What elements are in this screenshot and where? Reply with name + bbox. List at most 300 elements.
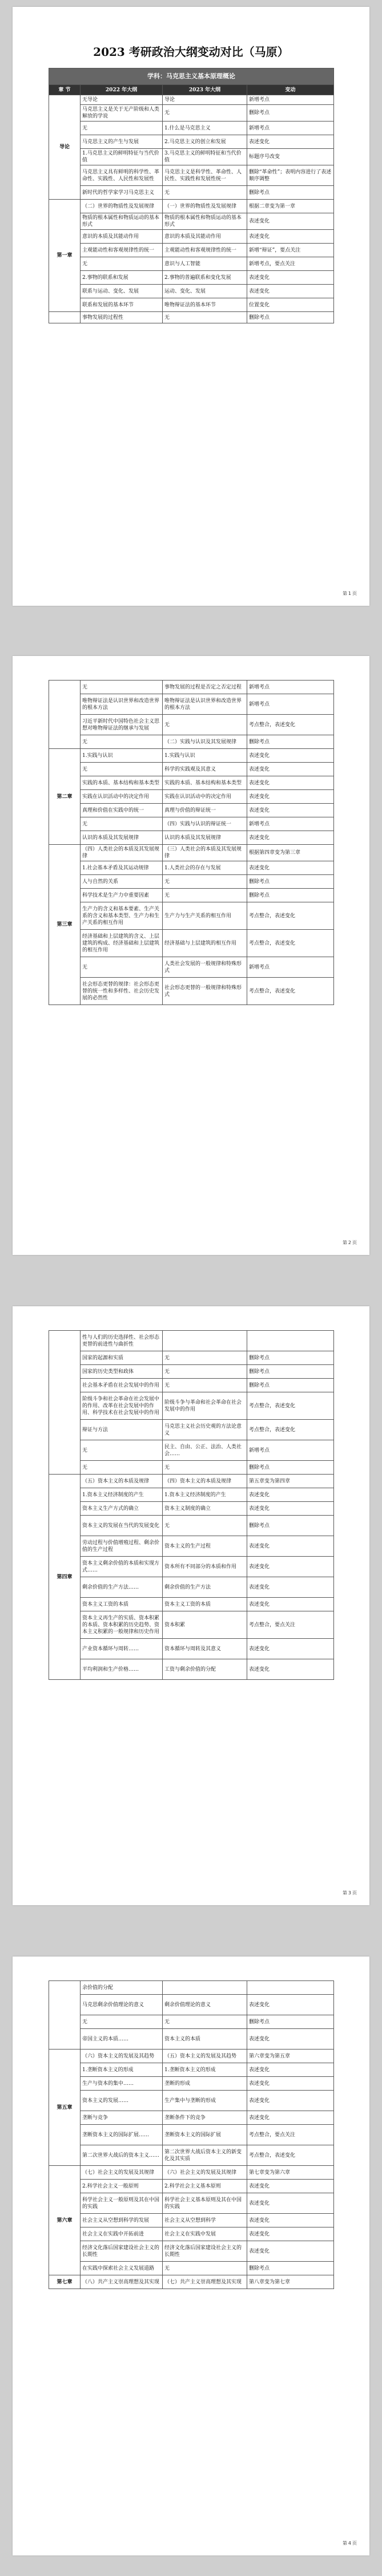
outline-2023-cell: 资本主义制度的确立 bbox=[163, 1502, 247, 1516]
outline-2022-cell: 资本主义剩余价值的本质和实现方式…… bbox=[81, 1557, 163, 1577]
outline-2022-cell: 社会主义从空想到科学的发展 bbox=[81, 2214, 163, 2227]
outline-2022-cell: 1.实践与认识 bbox=[81, 749, 163, 763]
outline-2022-cell: （八）共产主义崇高理想及其实现 bbox=[81, 2275, 163, 2289]
change-cell: 新增考点 bbox=[247, 681, 334, 694]
outline-2022-cell: （七）社会主义的发展及其规律 bbox=[81, 2166, 163, 2180]
outline-2022-cell: 无 bbox=[81, 2015, 163, 2029]
page-1 bbox=[13, 7, 369, 606]
outline-2023-cell: 资本所有不同部分的本质和作用 bbox=[163, 1557, 247, 1577]
outline-2023-cell: 事物发展的过程是否定之否定过程 bbox=[163, 681, 247, 694]
change-cell: 删除考点 bbox=[247, 186, 334, 200]
outline-2022-cell: 无 bbox=[81, 121, 163, 135]
outline-2022-cell: （二）世界的物质性及发展规律 bbox=[81, 200, 163, 213]
table-row bbox=[49, 2063, 334, 2077]
change-cell: 表述变化 bbox=[247, 2227, 334, 2241]
change-cell: 考点整合，表述变化 bbox=[247, 1420, 334, 1440]
outline-2023-cell: 意识与人工智能 bbox=[163, 257, 247, 271]
chapter-cell bbox=[49, 1981, 81, 2050]
outline-2023-cell: 意识的本质及其能动作用 bbox=[163, 230, 247, 244]
change-cell: 考点整合，表述变化 bbox=[247, 2145, 334, 2166]
outline-2022-cell: 剩余价值的生产方法…… bbox=[81, 1577, 163, 1598]
table-row bbox=[49, 2029, 334, 2050]
outline-2023-cell: 无 bbox=[163, 1379, 247, 1392]
table-row bbox=[49, 749, 334, 763]
outline-2022-cell: 人与自然的关系 bbox=[81, 875, 163, 889]
table-row bbox=[49, 1440, 334, 1461]
table-row bbox=[49, 845, 334, 861]
outline-2023-cell: 物质的根本属性和物质运动的基本形式 bbox=[163, 213, 247, 230]
outline-2023-cell: 无 bbox=[163, 1365, 247, 1379]
outline-2022-cell: 事物发展的过程性 bbox=[81, 312, 163, 323]
chapter-cell: 第四章 bbox=[49, 1475, 81, 1680]
outline-2022-cell: 1.资本主义经济制度的产生 bbox=[81, 1488, 163, 1502]
outline-2022-cell: 科学技术是生产力中重要因素 bbox=[81, 889, 163, 902]
change-cell: 考点整合，要点关注 bbox=[247, 2125, 334, 2145]
table-row bbox=[49, 1502, 334, 1516]
outline-2022-cell: 1.马克思主义的鲜明特征与当代价值 bbox=[81, 149, 163, 165]
table-row bbox=[49, 95, 334, 105]
outline-2022-cell: 科学社会主义一般原则及其在中国的实践 bbox=[81, 2193, 163, 2214]
outline-2022-cell: 联系和发展的基本环节 bbox=[81, 298, 163, 312]
change-cell: 表述变化 bbox=[247, 804, 334, 817]
change-cell: 新增考点 bbox=[247, 957, 334, 978]
chapter-cell bbox=[49, 681, 81, 749]
change-cell: 删除考点 bbox=[247, 2262, 334, 2275]
outline-2023-cell: 2.马克思主义的创立和发展 bbox=[163, 135, 247, 149]
outline-2022-cell: 无 bbox=[81, 735, 163, 749]
table-row bbox=[49, 776, 334, 790]
outline-2023-cell: 运动、变化、发展 bbox=[163, 285, 247, 298]
outline-2022-cell: 资本主义的发展…… bbox=[81, 2091, 163, 2111]
change-cell: 删除考点 bbox=[247, 2015, 334, 2029]
table-row bbox=[49, 121, 334, 135]
outline-2022-cell: 2.事物的联系和发展 bbox=[81, 271, 163, 285]
outline-2023-cell: 马克思主义社会历史观的方法论意义 bbox=[163, 1420, 247, 1440]
table-row bbox=[49, 930, 334, 957]
table-row bbox=[49, 2111, 334, 2125]
table-row bbox=[49, 2077, 334, 2091]
outline-2023-cell: 无 bbox=[163, 1351, 247, 1365]
outline-2023-cell: 唯物辩证法是认识世界和改造世界的根本方法 bbox=[163, 694, 247, 715]
table-row bbox=[49, 257, 334, 271]
outline-2023-cell: 无 bbox=[163, 186, 247, 200]
outline-2023-cell: 无 bbox=[163, 2262, 247, 2275]
table-row bbox=[49, 1659, 334, 1680]
outline-2023-cell: 无 bbox=[163, 889, 247, 902]
change-cell: 新增考点 bbox=[247, 694, 334, 715]
change-cell: 删除考点 bbox=[247, 1351, 334, 1365]
change-cell: 新增考点 bbox=[247, 817, 334, 831]
change-cell: 考点整合，要点关注 bbox=[247, 1611, 334, 1639]
table-row bbox=[49, 1420, 334, 1440]
page-number-suffix: 页 bbox=[352, 1890, 357, 1895]
outline-2023-cell: 1.垄断资本主义的形成 bbox=[163, 2063, 247, 2077]
outline-2022-cell: 帝国主义的本质…… bbox=[81, 2029, 163, 2050]
page-number-value: 4 bbox=[348, 2541, 351, 2546]
outline-2023-cell: 实践在认识活动中的决定作用 bbox=[163, 790, 247, 804]
outline-2022-cell: 资本主义的发展在当代的发展变化 bbox=[81, 1516, 163, 1536]
table-row bbox=[49, 681, 334, 694]
change-cell: 新增考点 bbox=[247, 1440, 334, 1461]
outline-2022-cell: 国家的起源和实质 bbox=[81, 1351, 163, 1365]
outline-2023-cell: 垄断资本主义的国际扩展 bbox=[163, 2125, 247, 2145]
change-cell: 根据第四章变为第三章 bbox=[247, 845, 334, 861]
change-cell: 表述变化 bbox=[247, 2241, 334, 2262]
table-row bbox=[49, 1516, 334, 1536]
change-cell: 考点整合，表述变化 bbox=[247, 715, 334, 735]
table-row bbox=[49, 2050, 334, 2063]
chapter-cell bbox=[49, 312, 81, 323]
chapter-cell bbox=[49, 1331, 81, 1475]
change-cell: 考点整合，表述变化 bbox=[247, 902, 334, 930]
outline-2022-cell: 资本主义再生产的实质、资本积累的本质、资本积累的历史趋势、资本主义积累的一般规律和历史作用 bbox=[81, 1611, 163, 1639]
change-cell: 表述变化 bbox=[247, 2063, 334, 2077]
outline-2023-cell: 资本主义工资的本质 bbox=[163, 1598, 247, 1611]
table-row bbox=[49, 230, 334, 244]
page-number-prefix: 第 bbox=[342, 591, 347, 596]
change-cell: 表述变化 bbox=[247, 2180, 334, 2193]
outline-2022-cell: 无 bbox=[81, 257, 163, 271]
comparison-table bbox=[49, 680, 334, 1005]
outline-2022-cell: 实践在认识活动中的决定作用 bbox=[81, 790, 163, 804]
outline-2023-cell: 社会主义从空想到科学 bbox=[163, 2214, 247, 2227]
page-number bbox=[343, 2540, 357, 2546]
outline-2023-cell: 2.科学社会主义基本原则 bbox=[163, 2180, 247, 2193]
change-cell: 新增“辩证”，要点关注 bbox=[247, 244, 334, 257]
outline-2023-cell: 阶级斗争与革命和社会革命在社会发展中的作用 bbox=[163, 1392, 247, 1420]
outline-2023-cell: 1.实践与认识 bbox=[163, 749, 247, 763]
table-row bbox=[49, 1995, 334, 2015]
outline-2022-cell: 意识的本质及其能动作用 bbox=[81, 230, 163, 244]
outline-2023-cell: 资本主义的本质 bbox=[163, 2029, 247, 2050]
change-cell: 表述变化 bbox=[247, 2029, 334, 2050]
comparison-table bbox=[49, 68, 334, 323]
subject-heading: 学科：马克思主义基本原理概论 bbox=[49, 68, 334, 85]
table-row bbox=[49, 1981, 334, 1995]
change-cell: 新增考点 bbox=[247, 95, 334, 105]
table-row bbox=[49, 831, 334, 845]
outline-2023-cell: 无 bbox=[163, 1461, 247, 1475]
outline-2022-cell: （四）人类社会的本质及其发展规律 bbox=[81, 845, 163, 861]
outline-2022-cell: 无 bbox=[81, 681, 163, 694]
outline-2023-cell: 无 bbox=[163, 2015, 247, 2029]
table-row bbox=[49, 715, 334, 735]
outline-2023-cell: 经济文化落后国家建设社会主义的长期性 bbox=[163, 2241, 247, 2262]
table-row bbox=[49, 2091, 334, 2111]
outline-2023-cell: 科学的实践观及其意义 bbox=[163, 763, 247, 776]
change-cell: 表述变化 bbox=[247, 1557, 334, 1577]
table-row bbox=[49, 2125, 334, 2145]
outline-2023-cell: （五）资本主义的发展及其趋势 bbox=[163, 2050, 247, 2063]
change-cell: 表述变化 bbox=[247, 790, 334, 804]
table-row bbox=[49, 1475, 334, 1488]
outline-2022-cell: 唯物辩证法是认识世界和改造世界的根本方法 bbox=[81, 694, 163, 715]
change-cell: 标题序号改变 bbox=[247, 149, 334, 165]
outline-2023-cell: 1.人类社会的存在与发展 bbox=[163, 861, 247, 875]
change-cell: 表述变化 bbox=[247, 1639, 334, 1659]
table-row bbox=[49, 2015, 334, 2029]
change-cell: 第七章变为第六章 bbox=[247, 2166, 334, 2180]
page-4 bbox=[13, 1957, 369, 2555]
column-header: 变动 bbox=[247, 85, 334, 95]
document-title: 2023 考研政治大纲变动对比（马原） bbox=[93, 45, 289, 59]
outline-2022-cell: 马克思剩余价值理论的意义 bbox=[81, 1995, 163, 2015]
table-row bbox=[49, 875, 334, 889]
outline-2022-cell: 马克思主义具有鲜明的科学性、革命性、实践性、人民性和发展性 bbox=[81, 165, 163, 186]
outline-2022-cell: 产业资本循环与周转…… bbox=[81, 1639, 163, 1659]
change-cell: 表述变化 bbox=[247, 1995, 334, 2015]
outline-2022-cell: 经济文化落后国家建设社会主义的长期性 bbox=[81, 2241, 163, 2262]
change-cell: 第六章变为第五章 bbox=[247, 2050, 334, 2063]
table-row bbox=[49, 165, 334, 186]
outline-2023-cell: （六）社会主义的发展及其规律 bbox=[163, 2166, 247, 2180]
table-row bbox=[49, 298, 334, 312]
change-cell: 新增考点，要点关注 bbox=[247, 257, 334, 271]
outline-2023-cell: 真理与价值的辩证统一 bbox=[163, 804, 247, 817]
outline-2023-cell: 2.事物的普遍联系和变化发展 bbox=[163, 271, 247, 285]
outline-2022-cell: 1.垄断资本主义的形成 bbox=[81, 2063, 163, 2077]
outline-2022-cell: 资本主义生产方式的确立 bbox=[81, 1502, 163, 1516]
outline-2022-cell: 垄断资本主义的国际扩展…… bbox=[81, 2125, 163, 2145]
table-row bbox=[49, 1639, 334, 1659]
outline-2023-cell: 资本循环与周转及其意义 bbox=[163, 1639, 247, 1659]
outline-2023-cell: 社会主义在实践中发展 bbox=[163, 2227, 247, 2241]
outline-2023-cell: 3.马克思主义的鲜明特征和当代价值 bbox=[163, 149, 247, 165]
table-row bbox=[49, 1577, 334, 1598]
outline-2023-cell: 主观能动性和客观规律性的统一 bbox=[163, 244, 247, 257]
outline-2022-cell: 实践的本质、基本结构和基本类型 bbox=[81, 776, 163, 790]
outline-2023-cell: 导论 bbox=[163, 95, 247, 105]
outline-2022-cell: 无 bbox=[81, 957, 163, 978]
outline-2022-cell: 性与人们的历史选择性、社会形态更替的前进性与曲折性 bbox=[81, 1331, 163, 1351]
outline-2023-cell: 实践的本质、基本结构和基本类型 bbox=[163, 776, 247, 790]
change-cell: 新增考点 bbox=[247, 121, 334, 135]
table-row bbox=[49, 244, 334, 257]
page-number-suffix: 页 bbox=[352, 1240, 357, 1245]
outline-2023-cell: 唯物辩证法的基本环节 bbox=[163, 298, 247, 312]
page-2 bbox=[13, 656, 369, 1255]
table-row bbox=[49, 694, 334, 715]
table-row bbox=[49, 902, 334, 930]
outline-2022-cell: 主观能动性和客观规律性的统一 bbox=[81, 244, 163, 257]
outline-2022-cell: 认识的本质及其发展规律 bbox=[81, 831, 163, 845]
change-cell: 表述变化 bbox=[247, 135, 334, 149]
table-row bbox=[49, 271, 334, 285]
outline-2022-cell: 新时代的哲学家学习马克思主义 bbox=[81, 186, 163, 200]
change-cell: 表述变化 bbox=[247, 1598, 334, 1611]
outline-2023-cell: 生产集中与垄断的形成 bbox=[163, 2091, 247, 2111]
change-cell: 考点整合，表述变化 bbox=[247, 978, 334, 1005]
outline-2022-cell: 生产与资本的集中…… bbox=[81, 2077, 163, 2091]
change-cell: 删除考点 bbox=[247, 1516, 334, 1536]
page-number bbox=[343, 1890, 357, 1896]
outline-2022-cell: 无 bbox=[81, 1461, 163, 1475]
change-cell: 删除考点 bbox=[247, 105, 334, 121]
change-cell: 删除考点 bbox=[247, 889, 334, 902]
change-cell: 表述变化 bbox=[247, 1577, 334, 1598]
page-number-value: 2 bbox=[348, 1240, 351, 1245]
outline-2023-cell: 科学社会主义基本原则及其在中国的实践 bbox=[163, 2193, 247, 2214]
table-row bbox=[49, 2193, 334, 2214]
change-cell: 表述变化 bbox=[247, 763, 334, 776]
change-cell: 删除考点 bbox=[247, 875, 334, 889]
change-cell: 表述变化 bbox=[247, 1659, 334, 1680]
outline-2023-cell: 民主、自由、公正、法治、人类社会…… bbox=[163, 1440, 247, 1461]
change-cell: 表述变化 bbox=[247, 776, 334, 790]
outline-2022-cell: 马克思主义是关于无产阶级和人类解放的学说 bbox=[81, 105, 163, 121]
table-row bbox=[49, 978, 334, 1005]
outline-2023-cell: 无 bbox=[163, 312, 247, 323]
outline-2022-cell: 物质的根本属性和物质运动的基本形式 bbox=[81, 213, 163, 230]
table-row bbox=[49, 135, 334, 149]
table-row bbox=[49, 200, 334, 213]
change-cell: 删除考点 bbox=[247, 1365, 334, 1379]
comparison-table bbox=[49, 1980, 334, 2289]
change-cell: 考点整合，表述变化 bbox=[247, 1392, 334, 1420]
table-row bbox=[49, 889, 334, 902]
outline-2023-cell: （三）人类社会的本质及其发展规律 bbox=[163, 845, 247, 861]
outline-2022-cell: 社会主义在实践中开拓前进 bbox=[81, 2227, 163, 2241]
change-cell: 表述变化 bbox=[247, 2193, 334, 2214]
outline-2022-cell: 2.科学社会主义一般原则 bbox=[81, 2180, 163, 2193]
outline-2022-cell: 无 bbox=[81, 1440, 163, 1461]
change-cell: 删除考点 bbox=[247, 1461, 334, 1475]
change-cell: 删除“革命性”；表明内容进行了表述顺序调整 bbox=[247, 165, 334, 186]
page-number-value: 1 bbox=[348, 591, 351, 596]
table-row bbox=[49, 1611, 334, 1639]
outline-2022-cell: 垄断与竞争 bbox=[81, 2111, 163, 2125]
page-number bbox=[343, 1240, 357, 1246]
table-row bbox=[49, 2180, 334, 2193]
outline-2023-cell: 1.资本主义经济制度的产生 bbox=[163, 1488, 247, 1502]
table-row bbox=[49, 1598, 334, 1611]
outline-2023-cell: 工资与剩余价值的分配 bbox=[163, 1659, 247, 1680]
table-row bbox=[49, 1557, 334, 1577]
comparison-table bbox=[49, 1330, 334, 1680]
outline-2023-cell: 马克思主义是科学性、革命性、人民性、实践性和发展性统一 bbox=[163, 165, 247, 186]
table-row bbox=[49, 2214, 334, 2227]
outline-2022-cell: 国家的历史类型和政体 bbox=[81, 1365, 163, 1379]
table-row bbox=[49, 861, 334, 875]
change-cell: 表述变化 bbox=[247, 861, 334, 875]
outline-2023-cell: 资本主义的生产过程 bbox=[163, 1536, 247, 1557]
table-row bbox=[49, 149, 334, 165]
outline-2022-cell: 生产力的含义和基本要素、生产关系的含义和基本类型、生产力和生产关系的相互作用 bbox=[81, 902, 163, 930]
table-row bbox=[49, 1392, 334, 1420]
table-row bbox=[49, 790, 334, 804]
change-cell bbox=[247, 1981, 334, 1995]
table-row bbox=[49, 2166, 334, 2180]
change-cell: 删除考点 bbox=[247, 312, 334, 323]
change-cell: 删除考点 bbox=[247, 1379, 334, 1392]
chapter-cell: 第二章 bbox=[49, 749, 81, 845]
outline-2022-cell: 社会基本矛盾在社会发展中的作用 bbox=[81, 1379, 163, 1392]
outline-2023-cell bbox=[163, 1981, 247, 1995]
table-row bbox=[49, 285, 334, 298]
table-row bbox=[49, 1488, 334, 1502]
outline-2022-cell: 无导论 bbox=[81, 95, 163, 105]
table-row bbox=[49, 1331, 334, 1351]
table-row bbox=[49, 817, 334, 831]
table-row bbox=[49, 105, 334, 121]
change-cell: 表述变化 bbox=[247, 749, 334, 763]
change-cell: 表述变化 bbox=[247, 2214, 334, 2227]
change-cell: 根据二章变为第一章 bbox=[247, 200, 334, 213]
page-3 bbox=[13, 1306, 369, 1905]
outline-2022-cell: 资本主义工资的本质 bbox=[81, 1598, 163, 1611]
outline-2022-cell: 阶级斗争和社会革命在社会发展中的作用、改革在社会发展中的作用、科学技术在社会发展中的作用 bbox=[81, 1392, 163, 1420]
outline-2023-cell: 垄断的形成 bbox=[163, 2077, 247, 2091]
table-row bbox=[49, 1536, 334, 1557]
outline-2023-cell bbox=[163, 1331, 247, 1351]
outline-2023-cell: 无 bbox=[163, 715, 247, 735]
table-row bbox=[49, 957, 334, 978]
outline-2023-cell: 剩余价值的生产方法 bbox=[163, 1577, 247, 1598]
change-cell: 第五章变为第四章 bbox=[247, 1475, 334, 1488]
outline-2022-cell: 余价值的分配 bbox=[81, 1981, 163, 1995]
change-cell: 考点整合，表述变化 bbox=[247, 930, 334, 957]
page-number bbox=[343, 590, 357, 597]
outline-2023-cell: 认识的本质及其发展规律 bbox=[163, 831, 247, 845]
outline-2023-cell: 社会形态更替的一般规律和特殊形式 bbox=[163, 978, 247, 1005]
table-row bbox=[49, 1379, 334, 1392]
outline-2023-cell: （四）实践与认识的辩证统一 bbox=[163, 817, 247, 831]
outline-2023-cell: 无 bbox=[163, 875, 247, 889]
change-cell: 表述变化 bbox=[247, 285, 334, 298]
page-number-prefix: 第 bbox=[342, 1240, 347, 1245]
table-row bbox=[49, 804, 334, 817]
outline-2022-cell: 无 bbox=[81, 817, 163, 831]
outline-2022-cell: 经济基础和上层建筑的含义、上层建筑的构成、经济基础和上层建筑的相互作用 bbox=[81, 930, 163, 957]
page-number-suffix: 页 bbox=[352, 2541, 357, 2546]
outline-2022-cell: 马克思主义的产生与发展 bbox=[81, 135, 163, 149]
outline-2023-cell: （一）世界的物质性及发展规律 bbox=[163, 200, 247, 213]
outline-2022-cell: 联系与运动、变化、发展 bbox=[81, 285, 163, 298]
outline-2022-cell: 习近平新时代中国特色社会主义思想对唯物辩证法的继承与发展 bbox=[81, 715, 163, 735]
table-row bbox=[49, 735, 334, 749]
change-cell: 表述变化 bbox=[247, 1536, 334, 1557]
outline-2023-cell: （七）共产主义崇高理想及其实现 bbox=[163, 2275, 247, 2289]
change-cell: 表述变化 bbox=[247, 1502, 334, 1516]
change-cell: 表述变化 bbox=[247, 2111, 334, 2125]
outline-2022-cell: 第二次世界大战后的资本主义…… bbox=[81, 2145, 163, 2166]
table-row bbox=[49, 1351, 334, 1365]
table-row bbox=[49, 763, 334, 776]
table-row bbox=[49, 1365, 334, 1379]
chapter-cell: 导论 bbox=[49, 95, 81, 200]
table-row bbox=[49, 2227, 334, 2241]
outline-2022-cell: 辩证与方法 bbox=[81, 1420, 163, 1440]
change-cell: 删除考点 bbox=[247, 735, 334, 749]
outline-2022-cell: 1.社会基本矛盾及其运动规律 bbox=[81, 861, 163, 875]
outline-2023-cell: 资本积累 bbox=[163, 1611, 247, 1639]
outline-2023-cell: （二）实践与认识及其发展规律 bbox=[163, 735, 247, 749]
outline-2023-cell: 生产力与生产关系的相互作用 bbox=[163, 902, 247, 930]
table-row bbox=[49, 2262, 334, 2275]
change-cell: 第八章变为第七章 bbox=[247, 2275, 334, 2289]
change-cell: 表述变化 bbox=[247, 1488, 334, 1502]
outline-2023-cell: 第二次世界大战后资本主义的新变化及其实质 bbox=[163, 2145, 247, 2166]
change-cell: 表述变化 bbox=[247, 213, 334, 230]
table-row bbox=[49, 2241, 334, 2262]
column-header: 章 节 bbox=[49, 85, 81, 95]
chapter-cell: 第六章 bbox=[49, 2166, 81, 2275]
outline-2023-cell: 无 bbox=[163, 105, 247, 121]
table-row bbox=[49, 186, 334, 200]
outline-2023-cell: 垄断条件下的竞争 bbox=[163, 2111, 247, 2125]
outline-2023-cell: 剩余价值理论的意义 bbox=[163, 1995, 247, 2015]
change-cell: 表述变化 bbox=[247, 2091, 334, 2111]
